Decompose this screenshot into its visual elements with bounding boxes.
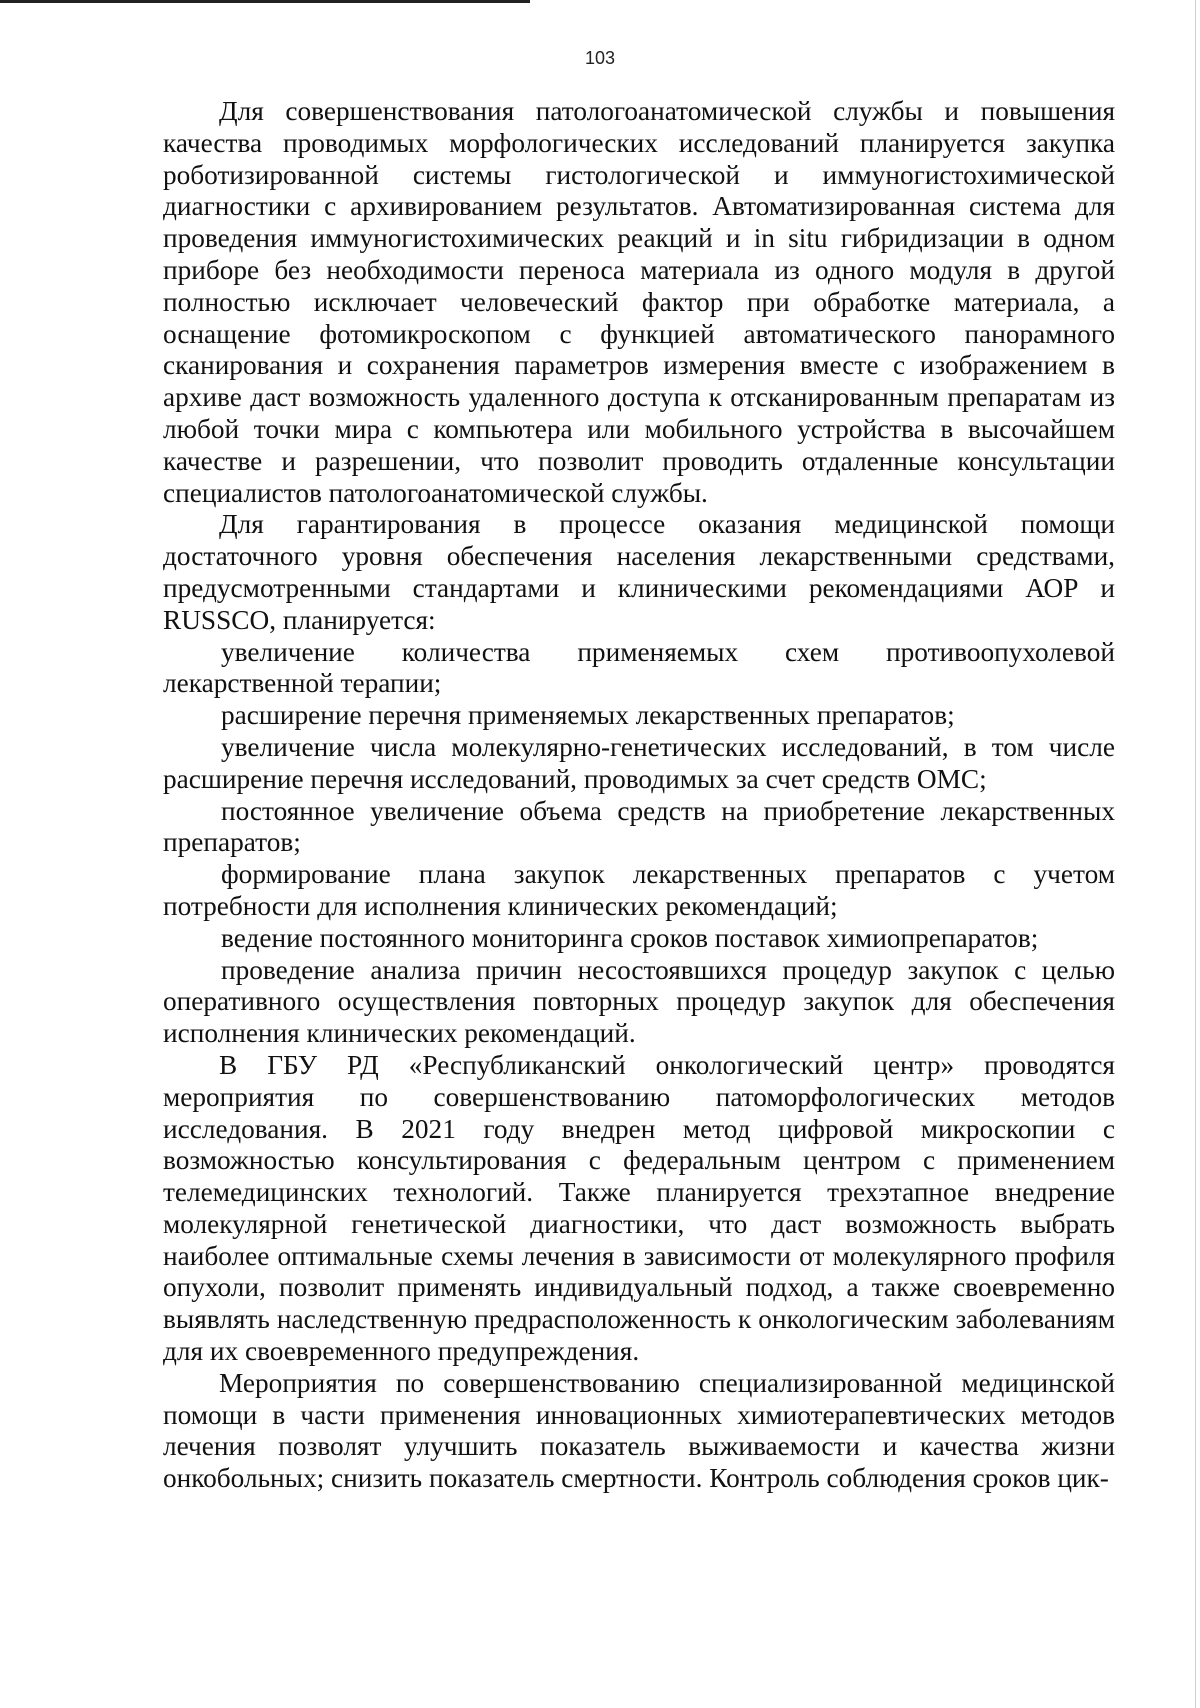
list-item: увеличение числа молекулярно-генетических исследований, в том числе расширение перечня исследований, проводимых за счет средств ОМС; <box>163 731 1115 794</box>
page-number: 103 <box>584 48 616 68</box>
list-item: ведение постоянного мониторинга сроков поставок химиопрепаратов; <box>221 922 1039 953</box>
list-item: постоянное увеличение объема средств на приобретение лекарственных препаратов; <box>163 795 1115 858</box>
body-text <box>163 96 1115 1495</box>
paragraph-drug-supply: Для гарантирования в процессе оказания медицинской помощи достаточного уровня обеспечения населения лекарственными средствами, предусмотренными стандартами и клиническими рекомендациями АОР и RUSSCO, планируется: <box>163 509 1115 635</box>
paragraph-pathology-service: Для совершенствования патологоанатомической службы и повышения качества проводимых морфологических исследований планируется закупка роботизированной системы гистологической и иммуногистохимической диагностики с архивированием результатов. Автоматизированная система для проведения иммуногистохимических реакций и in situ гибридизации в одном приборе без необходимости переноса материала из одного модуля в другой полностью исключает человеческий фактор при обработке материала, а оснащение фотомикроскопом с функцией автоматического панорамного сканирования и сохранения параметров измерения вместе с изображением в архиве даст возможность удаленного доступа к отсканированным препаратам из любой точки мира с компьютера или мобильного устройства в высочайшем качестве и разрешении, что позволит проводить отдаленные консультации специалистов патологоанатомической службы. <box>163 96 1115 508</box>
scan-top-edge <box>0 0 530 3</box>
paragraph-chemotherapy-measures: Мероприятия по совершенствованию специализированной медицинской помощи в части применения инновационных химиотерапевтических методов лечения позволят улучшить показатель выживаемости и качества жизни онкобольных; снизить показатель смертности. Контроль соблюдения сроков цик- <box>163 1367 1115 1494</box>
list-item: расширение перечня применяемых лекарственных препаратов; <box>221 700 955 731</box>
list-item: проведение анализа причин несостоявшихся процедур закупок с целью оперативного осуществления повторных процедур закупок для обеспечения исполнения клинических рекомендаций. <box>163 954 1115 1049</box>
scan-right-edge <box>1195 0 1196 1708</box>
list-item: формирование плана закупок лекарственных препаратов с учетом потребности для исполнения клинических рекомендаций; <box>163 859 1115 921</box>
paragraph-oncology-center: В ГБУ РД «Республиканский онкологический центр» проводятся мероприятия по совершенствованию патоморфологических методов исследования. В 2021 году внедрен метод цифровой микроскопии с возможностью консультирования с федеральным центром с применением телемедицинских технологий. Также планируется трехэтапное внедрение молекулярной генетической диагностики, что даст возможность выбрать наиболее оптимальные схемы лечения в зависимости от молекулярного профиля опухоли, позволит применять индивидуальный подход, а также своевременно выявлять наследственную предрасположенность к онкологическим заболеваниям для их своевременного предупреждения. <box>163 1049 1115 1367</box>
list-item: увеличение количества применяемых схем противоопухолевой лекарственной терапии; <box>163 636 1115 699</box>
